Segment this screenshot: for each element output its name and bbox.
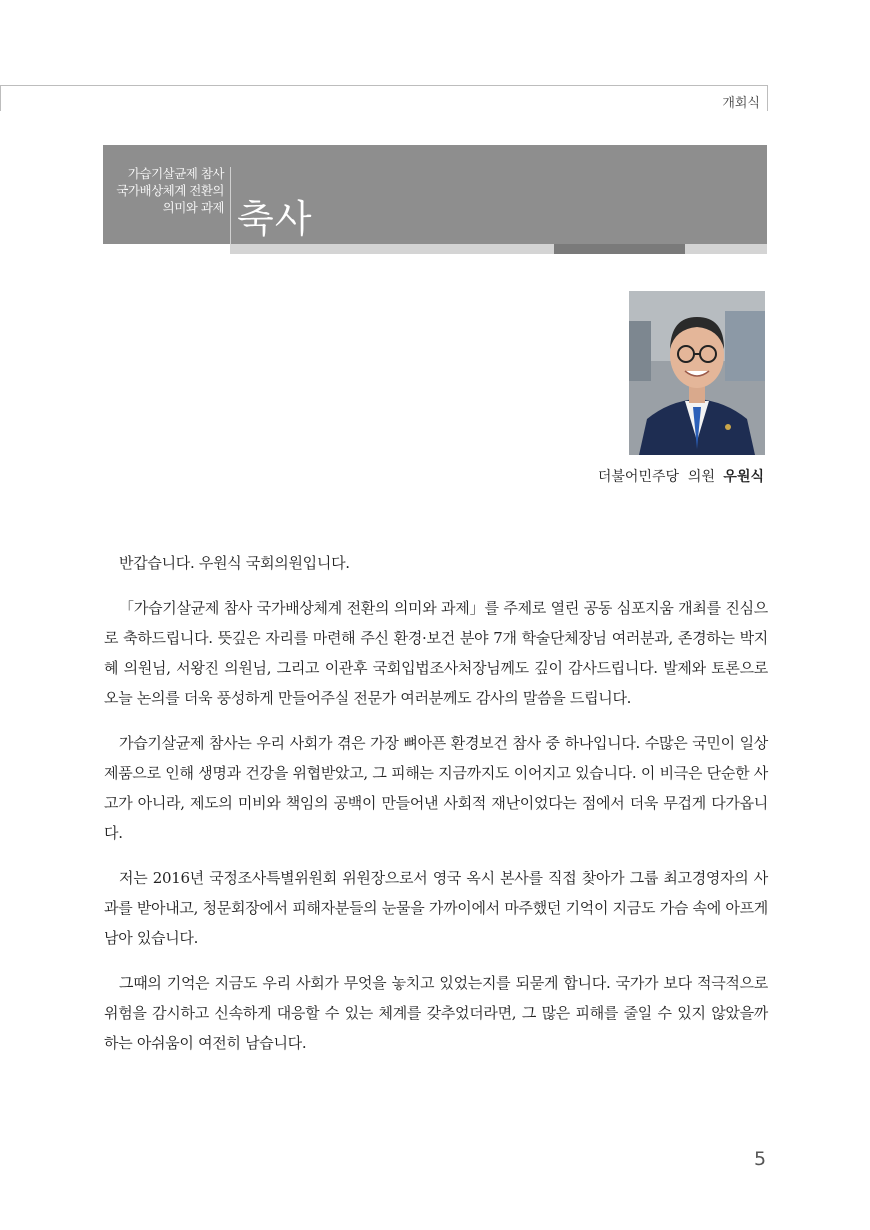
title-banner	[103, 145, 767, 244]
header-rule-right-tick	[767, 85, 768, 111]
speaker-caption	[598, 466, 764, 486]
banner-subtitle-line: 가습기살균제 참사	[127, 166, 224, 181]
speaker-affiliation: 더불어민주당 의원	[597, 469, 715, 485]
paragraph: 가습기살균제 참사는 우리 사회가 겪은 가장 뼈아픈 환경보건 참사 중 하나입니다. 수많은 국민이 일상 제품으로 인해 생명과 건강을 위협받았고, 그 피해는 지금까지도 이어지고 있습니다. 이 비극은 단순한 사고가 아니라, 제도의 미비와 책임의 공백이 만들어낸 사회적 재난이었다는 점에서 더욱 무겁게 다가옵니다.	[104, 734, 768, 842]
banner-divider	[230, 167, 231, 244]
banner-underbar	[230, 244, 767, 254]
paragraph: 반갑습니다. 우원식 국회의원입니다.	[119, 554, 350, 572]
portrait-illustration	[629, 291, 765, 455]
speaker-portrait	[629, 291, 765, 455]
header-rule	[0, 85, 768, 86]
banner-subtitle-line: 의미와 과제	[162, 200, 224, 215]
header-rule-left-tick	[0, 85, 1, 111]
speaker-name: 우원식	[723, 469, 764, 485]
paragraph: 「가습기살균제 참사 국가배상체계 전환의 의미와 과제」를 주제로 열린 공동 심포지움 개최를 진심으로 축하드립니다. 뜻깊은 자리를 마련해 주신 환경·보건 분야 7개 학술단체장님 여러분과, 존경하는 박지혜 의원님, 서왕진 의원님, 그리고 이관후 국회입법조사처장님께도 깊이 감사드립니다. 발제와 토론으로 오늘 논의를 더욱 풍성하게 만들어주실 전문가 여러분께도 감사의 말씀을 드립니다.	[104, 599, 768, 707]
paragraph: 그때의 기억은 지금도 우리 사회가 무엇을 놓치고 있었는지를 되묻게 합니다. 국가가 보다 적극적으로 위험을 감시하고 신속하게 대응할 수 있는 체계를 갖추었더라면, 그 많은 피해를 줄일 수 있지 않았을까 하는 아쉬움이 여전히 남습니다.	[104, 974, 768, 1052]
banner-subtitle-block	[103, 145, 228, 244]
banner-subtitle-line: 국가배상체계 전환의	[116, 183, 224, 198]
paragraph: 저는 2016년 국정조사특별위원회 위원장으로서 영국 옥시 본사를 직접 찾아가 그룹 최고경영자의 사과를 받아내고, 청문회장에서 피해자분들의 눈물을 가까이에서 마주했던 기억이 지금도 가슴 속에 아프게 남아 있습니다.	[104, 869, 768, 947]
banner-subtitle	[116, 165, 224, 216]
page-number: 5	[754, 1148, 767, 1170]
section-label: 개회식	[722, 96, 760, 111]
page-title: 축사	[237, 197, 313, 241]
banner-underbar-accent	[554, 244, 685, 254]
speech-body	[104, 548, 768, 1073]
